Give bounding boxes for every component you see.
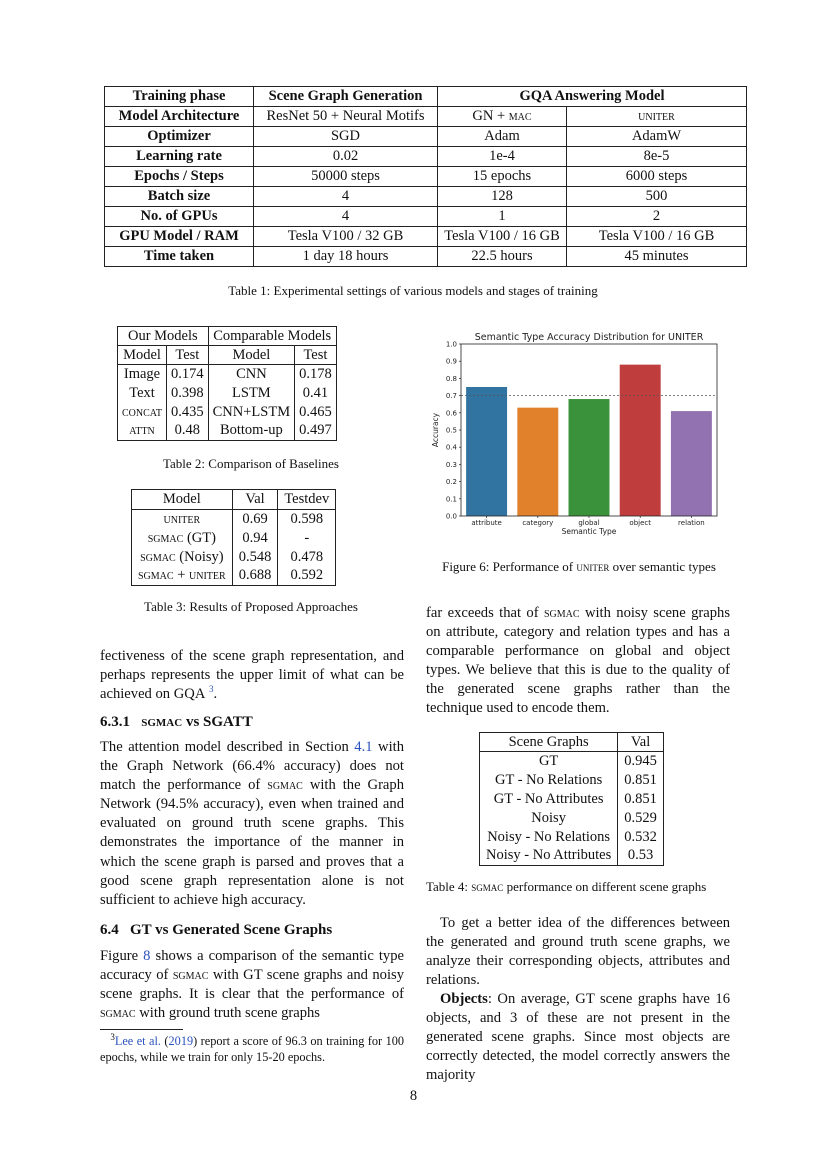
footnote-rule xyxy=(100,1029,183,1030)
table-1-cell: 0.02 xyxy=(254,147,438,167)
table-4-cell: 0.945 xyxy=(618,752,664,771)
table-2-col-header: Model xyxy=(118,346,167,365)
table-1-cell: 1 day 18 hours xyxy=(254,247,438,267)
table-1-row-label: Batch size xyxy=(105,187,254,207)
table-1-cell: uniter xyxy=(567,107,747,127)
left-para-0-text: fectiveness of the scene graph representation, and perhaps represents the upper limit of what can be achieved on GQA xyxy=(100,648,404,703)
table-1-row xyxy=(105,207,747,227)
table-1-row-label: Model Architecture xyxy=(105,107,254,127)
table-3-cell: 0.94 xyxy=(232,529,278,548)
table-1-row-label: Time taken xyxy=(105,247,254,267)
citation-year[interactable]: 2019 xyxy=(168,1034,194,1048)
table-4-row xyxy=(480,752,664,771)
table-2-cell: 0.398 xyxy=(167,384,209,403)
table-2-cell: 0.48 xyxy=(167,422,209,441)
table-1-header-sgg: Scene Graph Generation xyxy=(254,87,438,107)
table-1-cell: 6000 steps xyxy=(567,167,747,187)
table-3-cell: 0.69 xyxy=(232,510,278,529)
table-3-cell: 0.598 xyxy=(278,510,336,529)
table-2-col-header: Test xyxy=(295,346,337,365)
semantic-type-chart xyxy=(425,328,725,546)
table-1-row xyxy=(105,127,747,147)
table-3-cell: 0.688 xyxy=(232,567,278,586)
table-2-col-header: Model xyxy=(208,346,294,365)
left-para-0: fectiveness of the scene graph representation, and perhaps represents the upper limit of what can be achieved on GQA $^3$. xyxy=(100,648,404,703)
table-3-cell: sgmac (GT) xyxy=(132,529,233,548)
table-1-cell: 45 minutes xyxy=(567,247,747,267)
table-1 xyxy=(104,86,747,267)
table-1-header-phase: Training phase xyxy=(105,87,254,107)
table-2-cell: 0.41 xyxy=(295,384,337,403)
table-1-cell: 1 xyxy=(438,207,567,227)
table-3-cell: 0.592 xyxy=(278,567,336,586)
table-1-row xyxy=(105,167,747,187)
table-2-cell: attn xyxy=(118,422,167,441)
y-axis-label: Accuracy xyxy=(431,412,440,448)
table-3-cell: sgmac (Noisy) xyxy=(132,548,233,567)
table-1-row-label: No. of GPUs xyxy=(105,207,254,227)
table-2-cell: Image xyxy=(118,365,167,384)
table-1-cell: 8e-5 xyxy=(567,147,747,167)
table-2-caption: Table 2: Comparison of Baselines xyxy=(162,456,339,471)
table-3-cell: uniter xyxy=(132,510,233,529)
table-2-cell: concat xyxy=(118,403,167,422)
table-2-cell: CNN+LSTM xyxy=(208,403,294,422)
table-4-cell: 0.851 xyxy=(618,771,664,790)
bar-global xyxy=(569,399,610,516)
table-1-row xyxy=(105,227,747,247)
table-4-cell: GT - No Attributes xyxy=(480,790,618,809)
table-1-cell: ResNet 50 + Neural Motifs xyxy=(254,107,438,127)
table-1-cell: 4 xyxy=(254,187,438,207)
table-2-cell: Text xyxy=(118,384,167,403)
table-2-cell: 0.465 xyxy=(295,403,337,422)
table-3-cell: 0.478 xyxy=(278,548,336,567)
table-3-col-header: Val xyxy=(232,490,278,510)
table-1-cell: 50000 steps xyxy=(254,167,438,187)
section-link-4-1[interactable]: 4.1 xyxy=(354,739,373,755)
table-3-cell: - xyxy=(278,529,336,548)
table-1-cell: Tesla V100 / 16 GB xyxy=(438,227,567,247)
table-1-cell: Tesla V100 / 32 GB xyxy=(254,227,438,247)
table-4-cell: Noisy - No Attributes xyxy=(480,847,618,866)
x-tick-label: object xyxy=(629,519,651,527)
table-4-cell: GT xyxy=(480,752,618,771)
y-tick-label: 0.7 xyxy=(445,392,457,401)
table-2-col-header: Test xyxy=(167,346,209,365)
table-4-cell: 0.529 xyxy=(618,809,664,828)
y-tick-label: 0.0 xyxy=(445,512,457,521)
table-3-cell: sgmac + uniter xyxy=(132,567,233,586)
table-3-row xyxy=(132,567,336,586)
table-2-cell: Bottom-up xyxy=(208,422,294,441)
bar-attribute xyxy=(466,387,507,516)
right-para-0: far exceeds that of sgmac with noisy scene graphs on attribute, category and relation types and has a comparable performance on global and object types. We believe that this is due to the quality of the generated scene graphs rather than the technique used to encode them. xyxy=(426,605,731,717)
y-tick-label: 0.6 xyxy=(445,409,457,418)
table-1-row-label: Epochs / Steps xyxy=(105,167,254,187)
x-tick-label: attribute xyxy=(471,519,502,527)
x-tick-label: global xyxy=(578,519,600,527)
table-4-row xyxy=(480,790,664,809)
page-number: 8 xyxy=(409,1088,418,1104)
table-2-group-ours: Our Models xyxy=(118,327,209,346)
table-1-cell: 500 xyxy=(567,187,747,207)
table-4-cell: 0.532 xyxy=(618,828,664,847)
table-2-row xyxy=(118,365,337,384)
table-2-cell: 0.435 xyxy=(167,403,209,422)
table-1-row-label: Learning rate xyxy=(105,147,254,167)
table-1-row xyxy=(105,187,747,207)
table-1-row xyxy=(105,247,747,267)
table-1-header-gqa: GQA Answering Model xyxy=(438,87,747,107)
table-4-cell: 0.851 xyxy=(618,790,664,809)
table-2-cell: LSTM xyxy=(208,384,294,403)
table-1-cell: 1e-4 xyxy=(438,147,567,167)
table-4-cell: Noisy - No Relations xyxy=(480,828,618,847)
table-2-cell: CNN xyxy=(208,365,294,384)
table-3 xyxy=(131,489,336,586)
table-1-row-label: Optimizer xyxy=(105,127,254,147)
footnote-3: $^3$Lee et al. (2019) report a score of 96.3 on training for 100 epochs, while we train for only 15-20 epochs. xyxy=(100,1031,405,1064)
left-para-2: Figure 8 shows a comparison of the semantic type accuracy of sgmac with GT scene graphs and noisy scene graphs. It is clear that the performance of sgmac with ground truth scene graphs xyxy=(100,948,405,1022)
figure-6 xyxy=(425,328,725,546)
table-4-row xyxy=(480,771,664,790)
section-6-3-1-heading: 6.3.1 sgmac vs SGATT xyxy=(100,714,253,730)
table-1-row xyxy=(105,147,747,167)
table-4-cell: 0.53 xyxy=(618,847,664,866)
table-1-caption: Table 1: Experimental settings of various models and stages of training xyxy=(228,283,598,298)
footnote-ref-3[interactable]: 3 xyxy=(209,684,214,695)
table-4-col-header: Scene Graphs xyxy=(480,733,618,752)
table-1-cell: 128 xyxy=(438,187,567,207)
bar-category xyxy=(517,408,558,516)
table-1-cell: GN + mac xyxy=(438,107,567,127)
table-4-col-header: Val xyxy=(618,733,664,752)
y-tick-label: 1.0 xyxy=(445,340,457,349)
table-2-cell: 0.178 xyxy=(295,365,337,384)
table-1-cell: Tesla V100 / 16 GB xyxy=(567,227,747,247)
table-4-cell: Noisy xyxy=(480,809,618,828)
table-2-cell: 0.497 xyxy=(295,422,337,441)
table-3-row xyxy=(132,529,336,548)
table-4-row xyxy=(480,809,664,828)
table-1-cell: 2 xyxy=(567,207,747,227)
table-1-row-label: GPU Model / RAM xyxy=(105,227,254,247)
figure-6-caption: Figure 6: Performance of uniter over semantic types xyxy=(442,559,716,574)
table-1-cell: AdamW xyxy=(567,127,747,147)
table-3-col-header: Testdev xyxy=(278,490,336,510)
bar-object xyxy=(620,365,661,516)
table-1-cell: 15 epochs xyxy=(438,167,567,187)
right-para-1: To get a better idea of the differences between the generated and ground truth scene graphs, we analyze their corresponding objects, attributes and relations. xyxy=(426,915,730,989)
table-2-group-comparable: Comparable Models xyxy=(208,327,336,346)
y-tick-label: 0.8 xyxy=(445,374,457,383)
x-axis-label: Semantic Type xyxy=(561,527,617,536)
table-4-row xyxy=(480,828,664,847)
table-4-row xyxy=(480,847,664,866)
table-2-cell: 0.174 xyxy=(167,365,209,384)
table-1-cell: 4 xyxy=(254,207,438,227)
objects-label: Objects xyxy=(440,991,488,1007)
table-1-cell: 22.5 hours xyxy=(438,247,567,267)
y-tick-label: 0.1 xyxy=(445,495,457,504)
table-3-caption: Table 3: Results of Proposed Approaches xyxy=(144,599,358,614)
y-tick-label: 0.9 xyxy=(445,357,457,366)
x-tick-label: category xyxy=(522,519,554,527)
table-2 xyxy=(117,326,337,441)
table-1-row xyxy=(105,107,747,127)
table-4-cell: GT - No Relations xyxy=(480,771,618,790)
y-tick-label: 0.5 xyxy=(445,426,457,435)
table-1-cell: Adam xyxy=(438,127,567,147)
table-4-caption: Table 4: sgmac performance on different scene graphs xyxy=(426,879,707,894)
table-2-row xyxy=(118,403,337,422)
y-tick-label: 0.2 xyxy=(445,478,457,487)
table-3-cell: 0.548 xyxy=(232,548,278,567)
y-tick-label: 0.3 xyxy=(445,460,457,469)
table-4 xyxy=(479,732,664,866)
y-tick-label: 0.4 xyxy=(445,443,457,452)
section-6-4-heading: 6.4 GT vs Generated Scene Graphs xyxy=(100,922,333,938)
bar-relation xyxy=(671,411,712,516)
x-tick-label: relation xyxy=(678,519,705,527)
table-1-cell: SGD xyxy=(254,127,438,147)
table-2-row xyxy=(118,422,337,441)
figure-link-8[interactable]: 8 xyxy=(143,948,151,964)
chart-title: Semantic Type Accuracy Distribution for UNITER xyxy=(474,332,704,343)
right-para-2: Objects: On average, GT scene graphs have 16 objects, and 3 of these are not present in the generated scene graphs. Since most objects are correctly detected, the model correctly answers the majority xyxy=(426,991,730,1084)
table-3-col-header: Model xyxy=(132,490,233,510)
table-3-row xyxy=(132,548,336,567)
table-3-row xyxy=(132,510,336,529)
left-para-1: The attention model described in Section 4.1 with the Graph Network (66.4% accuracy) does not match the performance of sgmac with the Graph Network (94.5% accuracy), even when trained and evaluated on ground truth scene graphs. This demonstrates the importance of the manner in which the scene graph is parsed and proves that a good scene graph representation alone is not sufficient to achieve high accuracy. xyxy=(100,739,404,908)
table-2-row xyxy=(118,384,337,403)
citation-lee[interactable]: Lee et al. xyxy=(114,1034,161,1048)
